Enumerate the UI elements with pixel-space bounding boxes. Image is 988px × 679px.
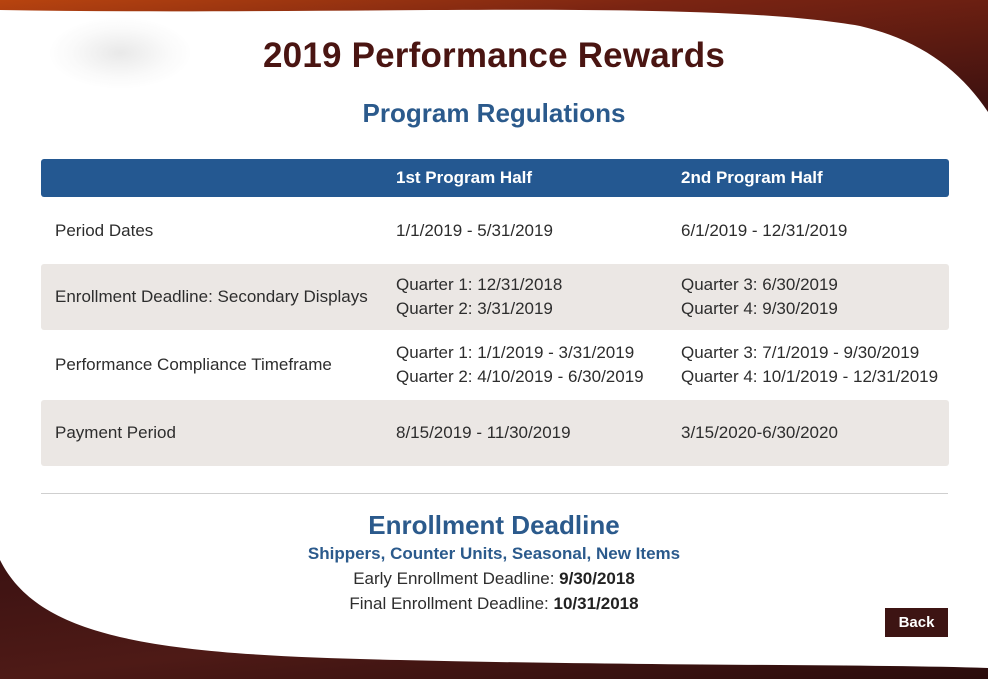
row-first-half bbox=[396, 341, 681, 389]
row-first-half bbox=[396, 219, 681, 243]
cell-line: 8/15/2019 - 11/30/2019 bbox=[396, 423, 571, 442]
cell-line: 6/1/2019 - 12/31/2019 bbox=[681, 220, 848, 240]
cell-line: 3/15/2020-6/30/2020 bbox=[681, 423, 838, 442]
cell-line: Quarter 1: 12/31/2018 bbox=[396, 275, 563, 294]
table-row bbox=[41, 264, 949, 330]
final-deadline-date: 10/31/2018 bbox=[553, 594, 639, 613]
row-label: Payment Period bbox=[55, 423, 176, 442]
row-first-half bbox=[396, 421, 681, 445]
table-header bbox=[41, 159, 949, 197]
early-deadline-label: Early Enrollment Deadline: bbox=[353, 569, 560, 588]
regulations-table bbox=[41, 159, 949, 466]
cell-line: Quarter 1: 1/1/2019 - 3/31/2019 bbox=[396, 343, 635, 362]
row-label: Performance Compliance Timeframe bbox=[55, 355, 332, 374]
row-second-half bbox=[681, 341, 949, 389]
page-subtitle: Program Regulations bbox=[362, 98, 626, 128]
cell-line: 1/1/2019 - 5/31/2019 bbox=[396, 220, 553, 240]
section-divider bbox=[41, 493, 948, 494]
row-label: Period Dates bbox=[55, 220, 154, 240]
table-header-cell: 2nd Program Half bbox=[681, 168, 823, 187]
final-deadline bbox=[0, 594, 988, 614]
cell-line: Quarter 3: 6/30/2019 bbox=[681, 275, 838, 294]
cell-line: Quarter 2: 4/10/2019 - 6/30/2019 bbox=[396, 367, 644, 386]
cell-line: Quarter 2: 3/31/2019 bbox=[396, 299, 553, 318]
row-second-half bbox=[681, 219, 949, 243]
table-header-cell: 1st Program Half bbox=[396, 168, 533, 187]
cell-line: Quarter 4: 10/1/2019 - 12/31/2019 bbox=[681, 367, 939, 386]
table-row bbox=[41, 330, 949, 400]
row-first-half bbox=[396, 273, 681, 321]
enrollment-subtitle: Shippers, Counter Units, Seasonal, New Items bbox=[307, 544, 681, 563]
row-label: Enrollment Deadline: Secondary Displays bbox=[55, 287, 368, 306]
page-title: 2019 Performance Rewards bbox=[263, 36, 725, 75]
final-deadline-label: Final Enrollment Deadline: bbox=[349, 594, 554, 613]
table-row bbox=[41, 197, 949, 264]
row-second-half bbox=[681, 421, 949, 445]
row-second-half bbox=[681, 273, 949, 321]
early-deadline bbox=[0, 569, 988, 589]
cell-line: Quarter 3: 7/1/2019 - 9/30/2019 bbox=[681, 343, 920, 362]
cell-line: Quarter 4: 9/30/2019 bbox=[681, 299, 838, 318]
enrollment-title: Enrollment Deadline bbox=[368, 510, 620, 540]
back-button[interactable]: Back bbox=[885, 608, 948, 637]
table-row bbox=[41, 400, 949, 466]
early-deadline-date: 9/30/2018 bbox=[559, 569, 635, 588]
